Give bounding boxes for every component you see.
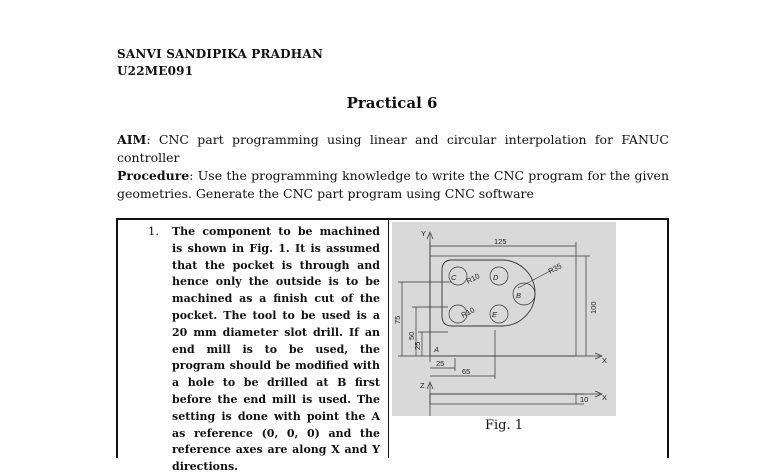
procedure-paragraph: [117, 167, 669, 203]
table-divider: [388, 220, 389, 458]
question-number: 1.: [148, 224, 159, 238]
label-y-axis: Y: [421, 229, 427, 238]
dim-125: 125: [494, 237, 507, 246]
aim-label: AIM: [117, 132, 147, 147]
question-table: [116, 218, 669, 474]
figure-drawing: [392, 222, 616, 416]
dim-75: 75: [393, 315, 402, 324]
aim-text: : CNC part programming using linear and circular interpolation for FANUC controller: [117, 132, 669, 165]
dim-65: 65: [462, 367, 471, 376]
dim-10: 10: [580, 395, 589, 404]
point-b: B: [516, 291, 522, 300]
author-block: [117, 46, 323, 80]
label-x-axis-side: X: [602, 393, 608, 402]
aim-paragraph: [117, 131, 669, 167]
label-r10-top: R10: [464, 271, 482, 286]
figure-caption: Fig. 1: [484, 418, 524, 433]
label-x-axis: X: [602, 356, 608, 365]
point-e: E: [492, 310, 498, 319]
dim-25-vertical: 25: [413, 341, 422, 350]
question-text: The component to be machined is shown in Fig. 1. It is assumed that the pocket is through and hence only the outside is to be machined as a finish cut of the pocket. The tool to be used is a 20 mm diameter slot drill. If an end mill is to be used, the program should be modified with a hole to be drilled at B first before the end mill is used. The setting is done with point the A as reference (0, 0, 0) and the reference axes are along X and Y directions.: [172, 225, 380, 474]
label-r10-bottom: R10: [459, 305, 477, 320]
procedure-text: : Use the programming knowledge to write the CNC program for the given geometries. Generate the CNC part program using CNC software: [117, 168, 669, 201]
dim-100: 100: [589, 301, 598, 314]
label-z-axis: Z: [420, 381, 425, 390]
page-title: Practical 6: [346, 94, 438, 112]
author-name: SANVI SANDIPIKA PRADHAN: [117, 47, 324, 61]
point-c: C: [451, 273, 457, 282]
dim-25-horizontal: 25: [436, 359, 445, 368]
label-r35: R35: [546, 261, 564, 276]
procedure-label: Procedure: [117, 168, 190, 183]
dim-50: 50: [407, 331, 416, 340]
point-a: A: [434, 345, 440, 354]
point-d: D: [493, 273, 499, 282]
author-id: U22ME091: [117, 64, 194, 78]
